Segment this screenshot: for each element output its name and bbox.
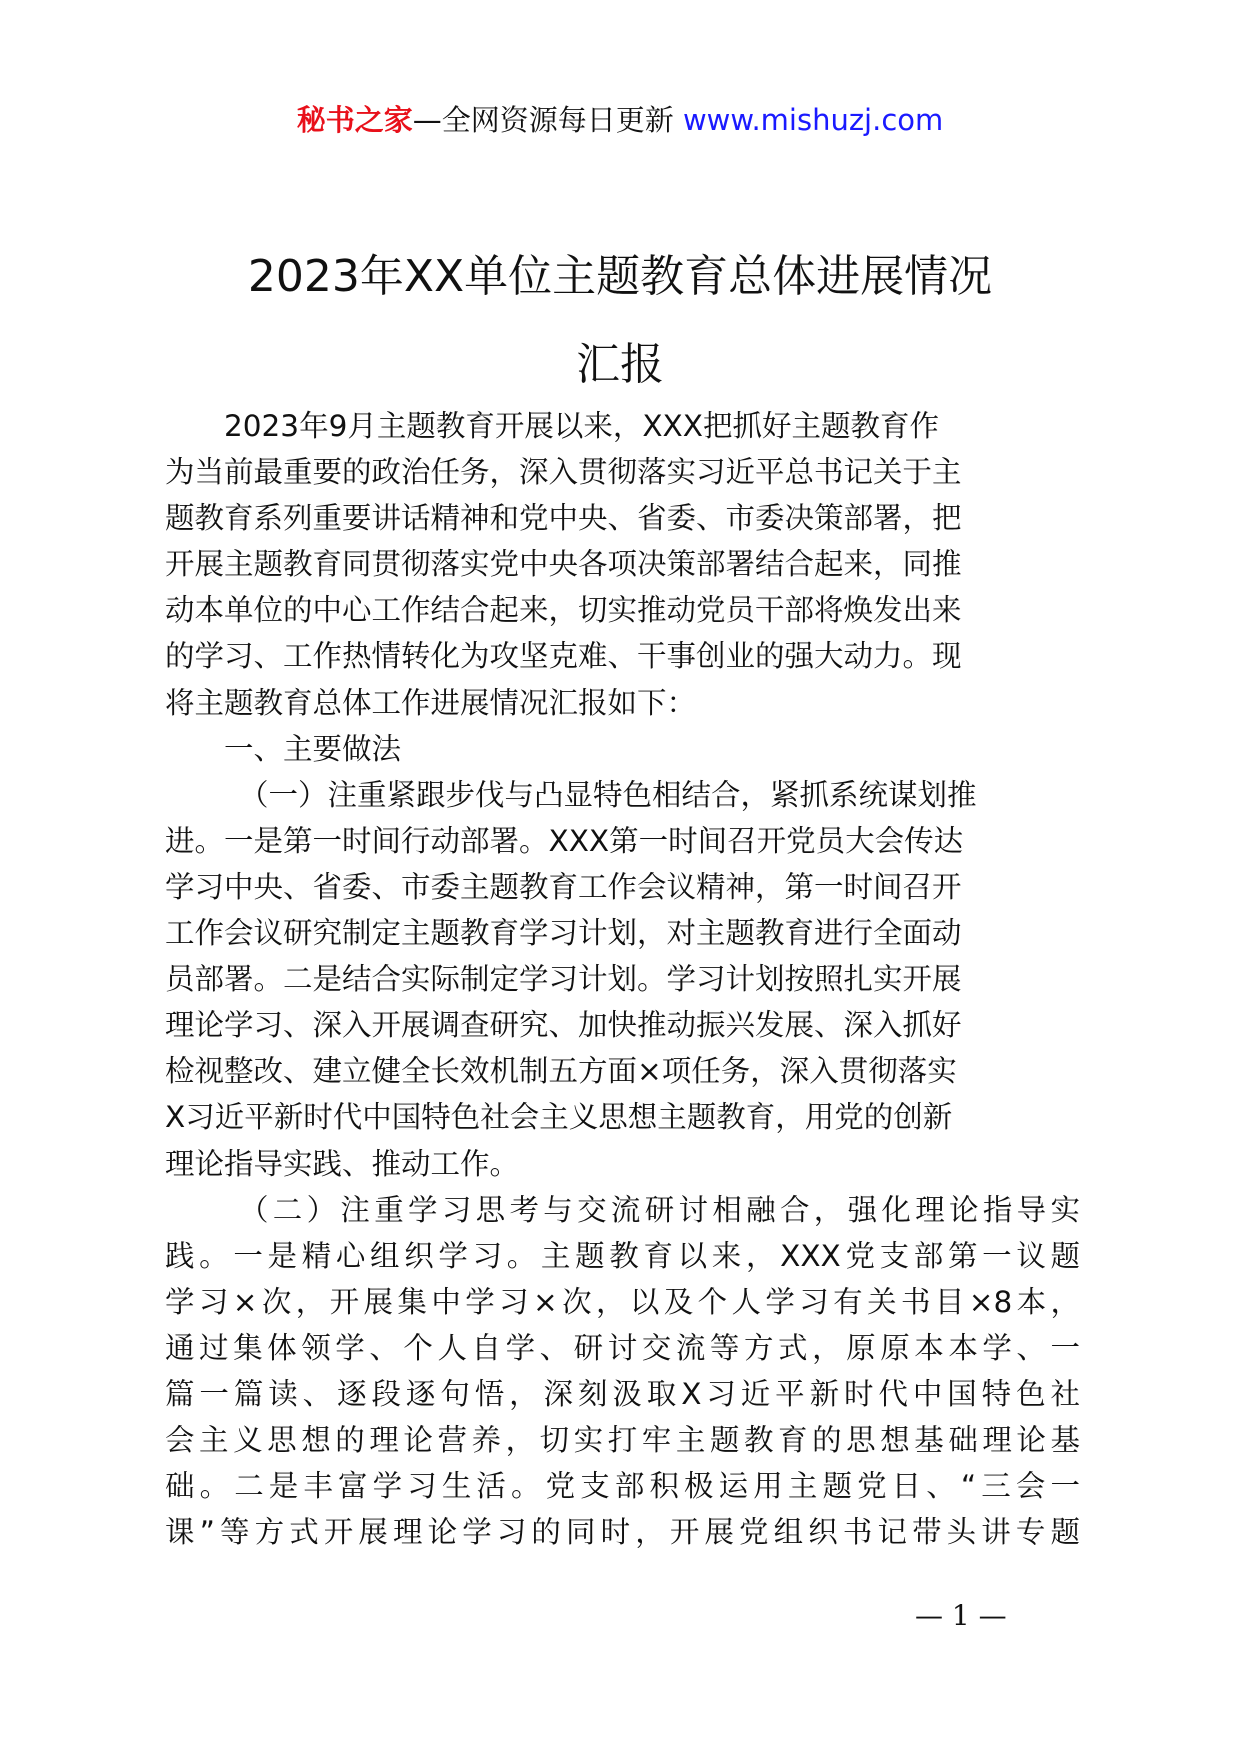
text-line: 学习中央、省委、市委主题教育工作会议精神，第一时间召开 xyxy=(165,869,962,904)
website-link[interactable]: www.mishuzj.com xyxy=(682,103,944,137)
text-line: 会主义思想的理论营养，切实打牢主题教育的思想基础理论基 xyxy=(165,1423,1080,1458)
subsection-1-paragraph xyxy=(165,772,1080,1187)
text-line: X习近平新时代中国特色社会主义思想主题教育，用党的创新 xyxy=(165,1100,953,1135)
text-line: 检视整改、建立健全长效机制五方面×项任务，深入贯彻落实 xyxy=(165,1054,957,1089)
text-line: 理论学习、深入开展调查研究、加快推动振兴发展、深入抓好 xyxy=(165,1008,962,1043)
subsection-2-paragraph xyxy=(165,1187,1080,1556)
text-line: 员部署。二是结合实际制定学习计划。学习计划按照扎实开展 xyxy=(165,962,962,997)
text-line: 学习×次，开展集中学习×次，以及个人学习有关书目×8本， xyxy=(165,1284,1080,1319)
text-line: 的学习、工作热情转化为攻坚克难、干事创业的强大动力。现 xyxy=(165,639,962,674)
text-line: 将主题教育总体工作进展情况汇报如下： xyxy=(165,685,697,720)
text-line: 进。一是第一时间行动部署。XXX第一时间召开党员大会传达 xyxy=(165,823,964,858)
text-line: 动本单位的中心工作结合起来，切实推动党员干部将焕发出来 xyxy=(165,593,962,628)
text-line: 题教育系列重要讲话精神和党中央、省委、市委决策部署，把 xyxy=(165,501,962,536)
text-line: 2023年9月主题教育开展以来，XXX把抓好主题教育作 xyxy=(224,409,939,443)
page-number: — 1 — xyxy=(915,1599,1007,1632)
text-line: （一）注重紧跟步伐与凸显特色相结合，紧抓系统谋划推 xyxy=(239,777,977,812)
intro-paragraph xyxy=(165,403,1080,726)
text-line: 通过集体领学、个人自学、研讨交流等方式，原原本本学、一 xyxy=(165,1330,1080,1365)
text-line: 工作会议研究制定主题教育学习计划，对主题教育进行全面动 xyxy=(165,916,962,951)
text-line: 开展主题教育同贯彻落实党中央各项决策部署结合起来，同推 xyxy=(165,547,962,582)
header-tagline: —全网资源每日更新 xyxy=(412,103,674,137)
site-header-banner xyxy=(0,98,1240,142)
document-title-line-2: 汇报 xyxy=(576,339,664,390)
text-line: （二）注重学习思考与交流研讨相融合，强化理论指导实 xyxy=(239,1192,1080,1227)
text-line: 理论指导实践、推动工作。 xyxy=(165,1146,520,1181)
document-body xyxy=(165,403,1080,1555)
text-line: 础。二是丰富学习生活。党支部积极运用主题党日、“三会一 xyxy=(165,1469,1080,1504)
document-title-line-1: 2023年XX单位主题教育总体进展情况 xyxy=(247,251,993,302)
text-line: 为当前最重要的政治任务，深入贯彻落实习近平总书记关于主 xyxy=(165,455,962,490)
text-line: 篇一篇读、逐段逐句悟，深刻汲取X习近平新时代中国特色社 xyxy=(165,1376,1080,1411)
section-heading: 一、主要做法 xyxy=(224,731,402,766)
text-line: 课”等方式开展理论学习的同时，开展党组织书记带头讲专题 xyxy=(165,1515,1080,1550)
text-line: 践。一是精心组织学习。主题教育以来，XXX党支部第一议题 xyxy=(165,1238,1080,1273)
brand-name: 秘书之家 xyxy=(296,103,413,137)
